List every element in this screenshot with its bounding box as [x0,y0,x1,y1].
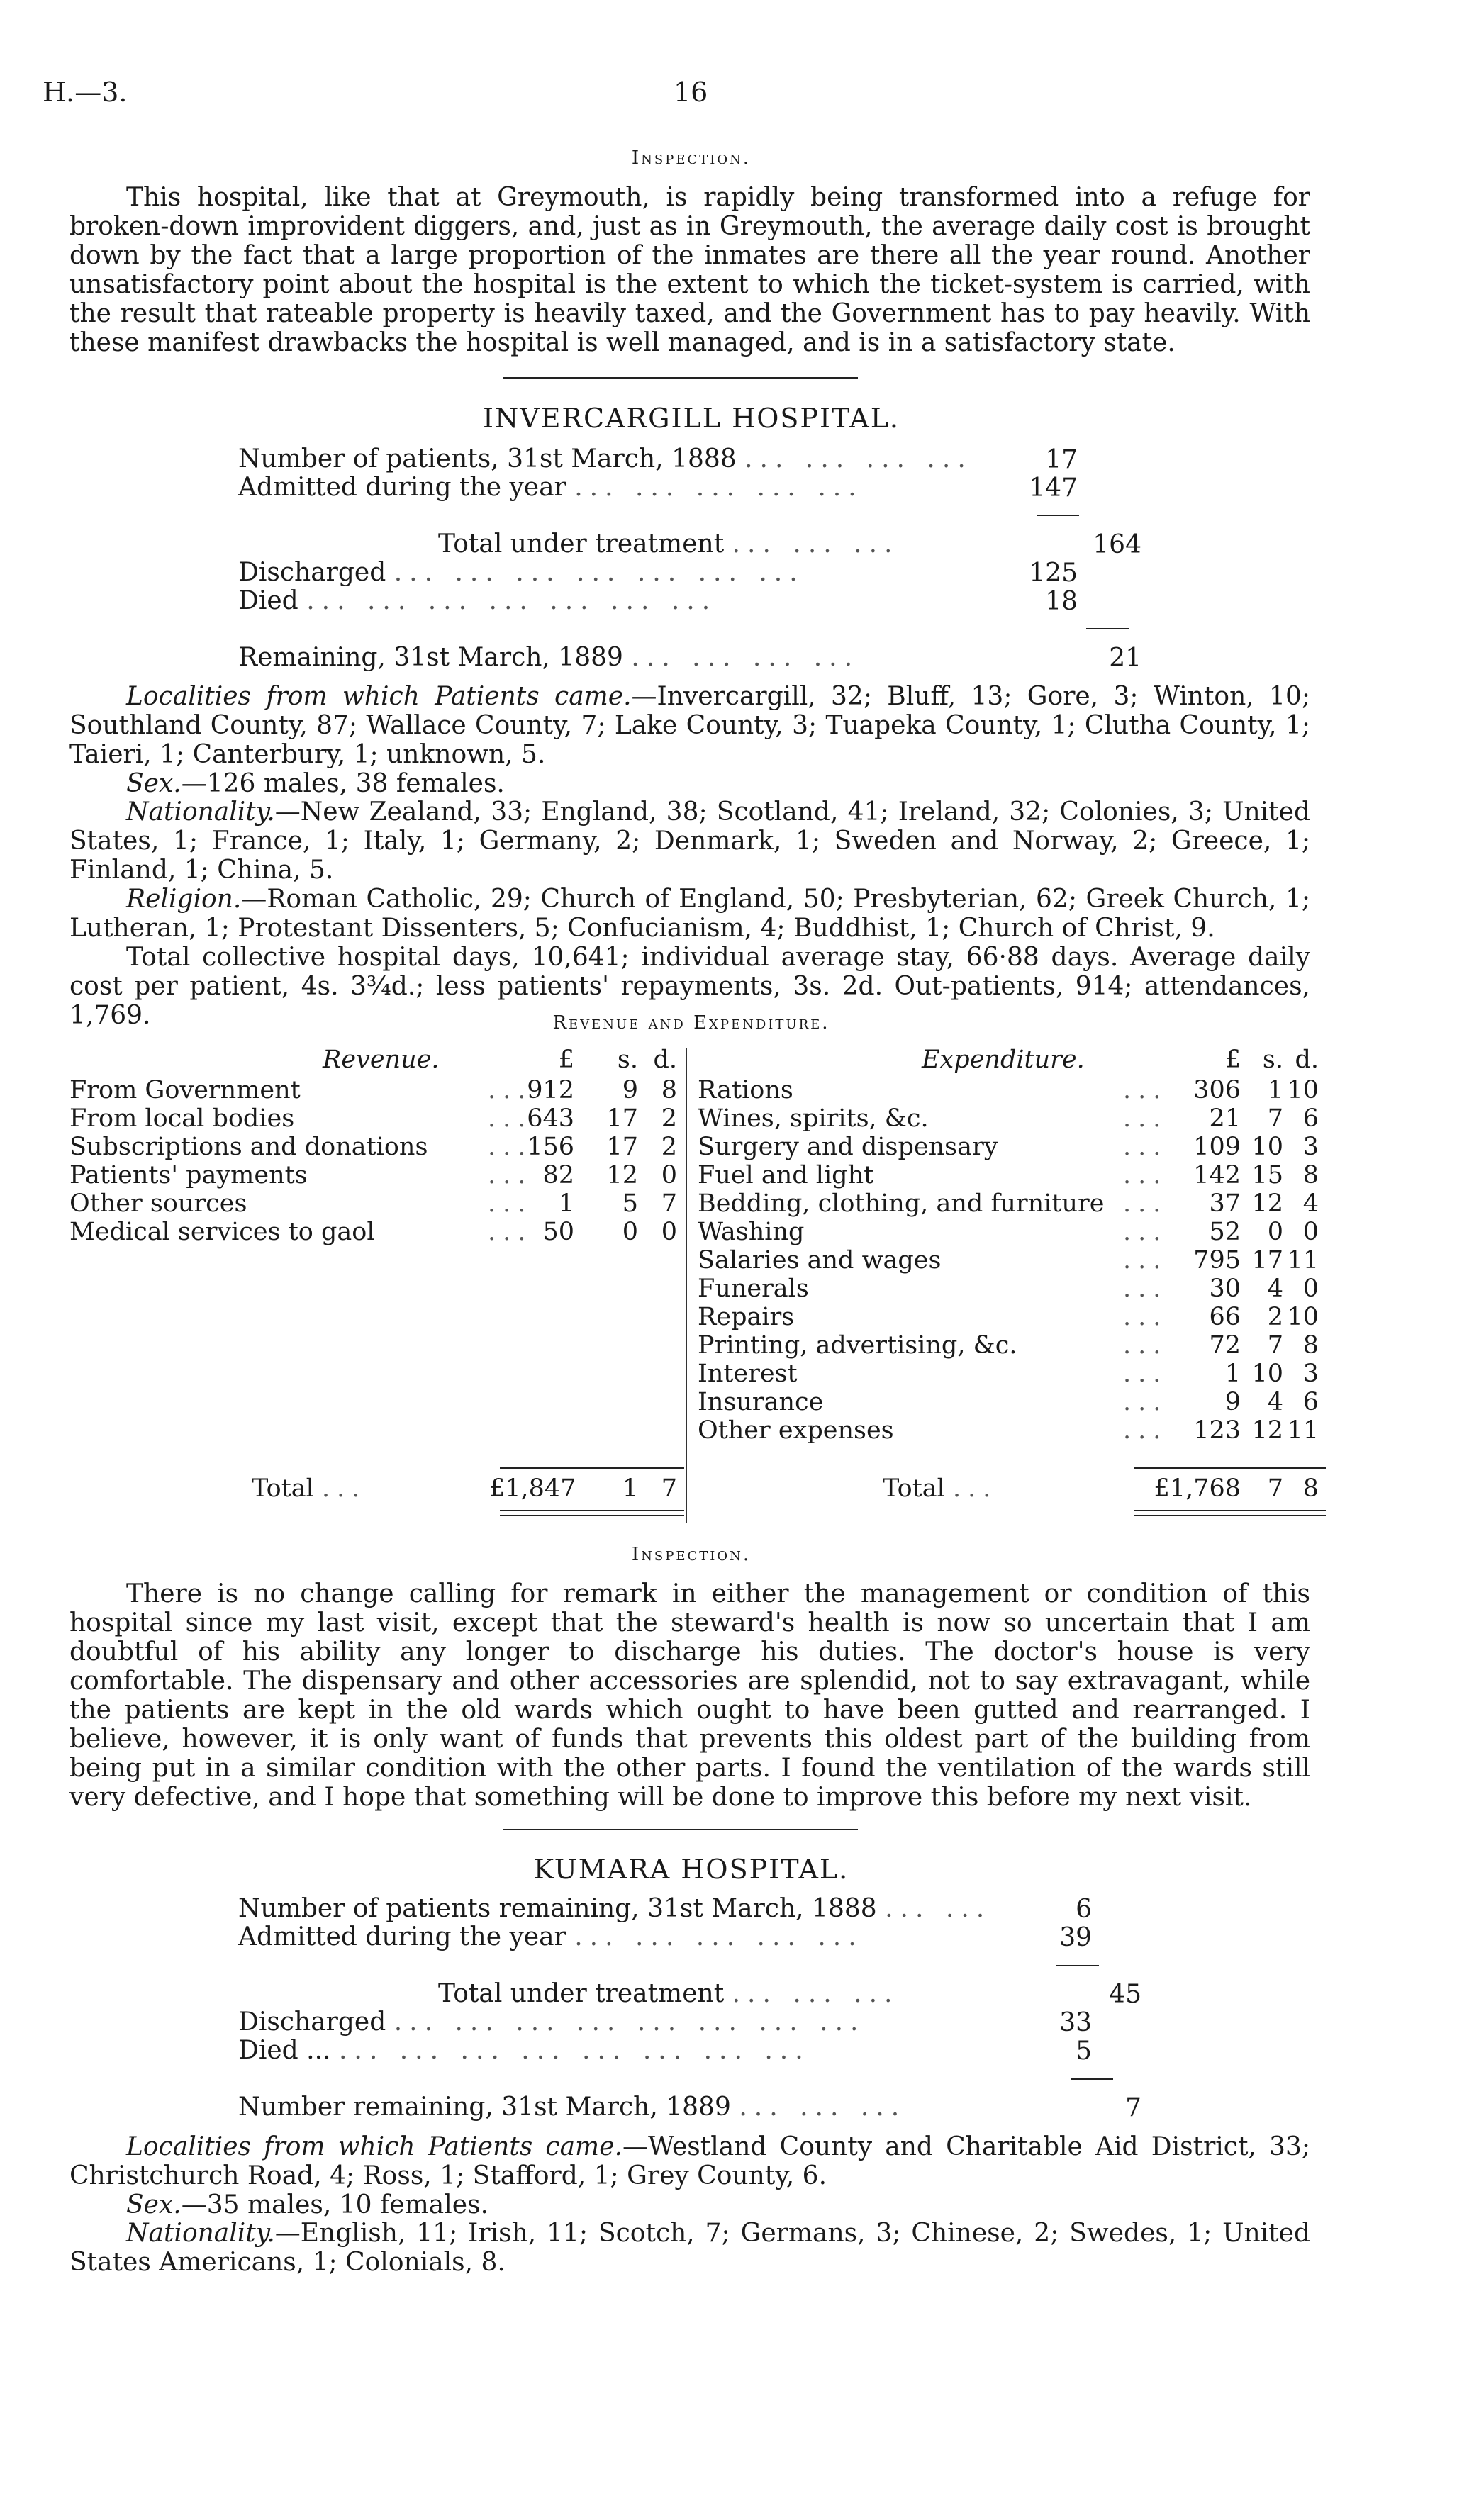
kumara-stat-patients-label: Number of patients remaining, 31st March, 1888 ... ... [238,1894,992,1923]
expenditure-row-shillings: 10 [1251,1133,1283,1161]
expenditure-row-pounds: 1 [1224,1360,1241,1388]
kumara-sex-text: —35 males, 10 females. [181,2190,488,2219]
expenditure-row-shillings: 10 [1251,1360,1283,1388]
revenue-row-pounds: 156 [527,1133,574,1161]
expenditure-row-pounds: 109 [1193,1133,1241,1161]
revenue-row-pounds: 82 [542,1161,574,1189]
expenditure-row-pence: 8 [1302,1331,1319,1360]
revenue-total-pounds: £1,847 [489,1474,576,1503]
expenditure-row-shillings: 15 [1251,1161,1283,1189]
expenditure-total-shillings: 7 [1267,1474,1283,1503]
invercargill-title: INVERCARGILL HOSPITAL. [482,403,900,434]
revenue-row-pence: 0 [661,1161,677,1189]
expenditure-row-shillings: 12 [1251,1189,1283,1218]
kumara-localities-text: —Westland County and Charitable Aid District, 33; Christchurch Road, 4; Ross, 1; Stafford, 1; Grey County, 6. [69,2132,1310,2190]
table-divider [686,1048,687,1523]
expenditure-row-label: Funerals ... [698,1275,1168,1303]
stat-total-value: 164 [1093,530,1141,559]
expenditure-row-shillings: 2 [1267,1303,1283,1331]
expenditure-row-label: Surgery and dispensary ... [698,1133,1168,1161]
sum-rule [1071,2078,1113,2080]
localities-paragraph [69,682,1310,769]
revenue-row-shillings: 5 [622,1189,638,1218]
expenditure-row-shillings: 4 [1267,1275,1283,1303]
revenue-row-pence: 2 [661,1104,677,1133]
expenditure-row-pounds: 795 [1193,1246,1241,1275]
expenditure-total-rule-top [1134,1467,1326,1469]
expenditure-row-shillings: 4 [1267,1388,1283,1416]
sex-paragraph [69,769,1310,798]
expenditure-row-label: Printing, advertising, &c. ... [698,1331,1168,1360]
expenditure-total-label: Total ... [883,1474,998,1503]
stat-patients-value: 17 [1045,445,1078,474]
sex-text: —126 males, 38 females. [181,769,505,798]
kumara-sex-paragraph [69,2190,1310,2219]
expenditure-total-pounds: £1,768 [1154,1474,1241,1503]
expenditure-col-shillings: s. [1262,1046,1283,1074]
expenditure-row-pence: 10 [1287,1303,1319,1331]
expenditure-row-label: Interest ... [698,1360,1168,1388]
stat-discharged-value: 125 [1029,559,1078,588]
section-divider [503,377,858,379]
expenditure-row-shillings: 1 [1267,1076,1283,1104]
expenditure-row-pence: 3 [1302,1133,1319,1161]
invercargill-inspection-text: There is no change calling for remark in either the management or condition of this hospital since my last visit, except that the steward's health is now so uncertain that I am doubtful of his ability any longer to discharge his duties. The doctor's house is very comfortable. The dispensary and other accessories are splendid, not to say extravagant, while the patients are kept in the old wards which ought to have been gutted and rearranged. I believe, however, it is only want of funds that prevents this oldest part of the building from being put in a similar condition with the other parts. I found the ventilation of the wards still very defective, and I hope that something will be done to improve this before my next visit. [69,1579,1310,1812]
revenue-row-shillings: 0 [622,1218,638,1246]
stat-total-label: Total under treatment ... ... ... [438,530,900,559]
revenue-total-rule-top [500,1467,684,1469]
expenditure-row-pounds: 306 [1193,1076,1241,1104]
expenditure-row-pence: 10 [1287,1076,1319,1104]
revenue-total-pence: 7 [661,1474,677,1503]
revenue-row-pence: 0 [661,1218,677,1246]
expenditure-col-pence: d. [1295,1046,1319,1074]
nationality-paragraph [69,797,1310,885]
kumara-nationality-paragraph [69,2219,1310,2277]
sum-rule [1037,515,1079,516]
expenditure-row-pounds: 142 [1193,1161,1241,1189]
expenditure-row-pounds: 52 [1209,1218,1241,1246]
expenditure-row-label: Fuel and light ... [698,1161,1168,1189]
revenue-row-shillings: 12 [606,1161,638,1189]
stat-died-label: Died ... ... ... ... ... ... ... [238,586,718,615]
kumara-nationality-label: Nationality. [126,2219,275,2248]
expenditure-row-label: Washing ... [698,1218,1168,1246]
revenue-col-shillings: s. [617,1046,638,1074]
expenditure-row-shillings: 7 [1267,1104,1283,1133]
revenue-col-pence: d. [653,1046,677,1074]
revenue-row-shillings: 17 [606,1104,638,1133]
religion-text: —Roman Catholic, 29; Church of England, 50; Presbyterian, 62; Greek Church, 1; Lutheran, 1; Protestant Dissenters, 5; Confucianism, 4; Buddhist, 1; Church of Christ, 9. [69,885,1310,943]
expenditure-row-shillings: 12 [1251,1416,1283,1445]
stat-remaining-value: 21 [1109,644,1141,673]
kumara-stat-died-label: Died ... ... ... ... ... ... ... ... ... [238,2036,810,2065]
expenditure-row-pence: 11 [1287,1246,1319,1275]
expenditure-row-label: Other expenses ... [698,1416,1168,1445]
rev-exp-heading: Revenue and Expenditure. [552,1012,830,1034]
revenue-row-pounds: 50 [542,1218,574,1246]
inspection-heading: Inspection. [631,147,752,169]
expenditure-row-pounds: 9 [1224,1388,1241,1416]
expenditure-row-pence: 6 [1302,1104,1319,1133]
revenue-total-rule-double [500,1515,684,1516]
expenditure-row-label: Rations ... [698,1076,1168,1104]
expenditure-row-shillings: 7 [1267,1331,1283,1360]
revenue-row-label: Other sources ... [69,1189,533,1218]
kumara-stat-discharged-label: Discharged ... ... ... ... ... ... ... ... [238,2007,866,2037]
stat-admitted-label: Admitted during the year ... ... ... ... ... [238,473,864,502]
kumara-stat-discharged-value: 33 [1059,2008,1092,2037]
kumara-stat-patients-value: 6 [1076,1895,1092,1924]
expenditure-total-rule-bottom [1134,1510,1326,1511]
kumara-stat-died-value: 5 [1076,2037,1092,2066]
expenditure-row-pounds: 66 [1209,1303,1241,1331]
revenue-row-label: From local bodies ... [69,1104,533,1133]
expenditure-row-label: Wines, spirits, &c. ... [698,1104,1168,1133]
expenditure-row-pence: 3 [1302,1360,1319,1388]
revenue-row-label: Medical services to gaol ... [69,1218,533,1246]
revenue-row-pence: 2 [661,1133,677,1161]
localities-text: —Invercargill, 32; Bluff, 13; Gore, 3; Winton, 10; Southland County, 87; Wallace County, 7; Lake County, 3; Tuapeka County, 1; Clutha County, 1; Taieri, 1; Canterbury, 1; unknown, 5. [69,682,1310,769]
revenue-row-shillings: 9 [622,1076,638,1104]
expenditure-row-pence: 0 [1302,1218,1319,1246]
nationality-label: Nationality. [126,797,275,827]
kumara-sex-label: Sex. [126,2190,182,2219]
kumara-localities-paragraph [69,2132,1310,2190]
kumara-stat-remaining-label: Number remaining, 31st March, 1889 ... ... ... [238,2093,907,2122]
expenditure-row-label: Salaries and wages ... [698,1246,1168,1275]
expenditure-row-pounds: 72 [1209,1331,1241,1360]
kumara-localities-label: Localities from which Patients came. [126,2132,622,2161]
expenditure-row-pence: 11 [1287,1416,1319,1445]
inspection-text: This hospital, like that at Greymouth, is rapidly being transformed into a refuge for broken-down improvident diggers, and, just as in Greymouth, the average daily cost is brought down by the fact that a large proportion of the inmates are there all the year round. Another unsatisfactory point about the hospital is the extent to which the ticket-system is carried, with the result that rateable property is heavily taxed, and the Government has to pay heavily. With these manifest drawbacks the hospital is well managed, and is in a satisfactory state. [69,183,1310,357]
religion-paragraph [69,885,1310,943]
religion-label: Religion. [126,885,242,914]
expenditure-row-pounds: 21 [1209,1104,1241,1133]
kumara-stat-total-label: Total under treatment ... ... ... [438,1979,900,2008]
expenditure-col-pounds: £ [1224,1046,1241,1074]
expenditure-row-pounds: 30 [1209,1275,1241,1303]
stat-remaining-label: Remaining, 31st March, 1889 ... ... ... ... [238,643,860,672]
revenue-row-pounds: 912 [527,1076,574,1104]
revenue-row-label: Patients' payments ... [69,1161,533,1189]
report-reference: H.—3. [43,77,128,108]
stat-admitted-value: 147 [1029,474,1078,503]
kumara-stat-total-value: 45 [1109,1980,1141,2009]
localities-label: Localities from which Patients came. [126,682,632,711]
revenue-row-label: Subscriptions and donations ... [69,1133,533,1161]
kumara-title: KUMARA HOSPITAL. [533,1854,849,1885]
kumara-stat-remaining-value: 7 [1125,2093,1141,2122]
expenditure-row-pence: 4 [1302,1189,1319,1218]
page-number: 16 [674,77,708,108]
revenue-row-label: From Government ... [69,1076,533,1104]
expenditure-row-pounds: 37 [1209,1189,1241,1218]
inspection-paragraph [69,183,1310,357]
stat-discharged-label: Discharged ... ... ... ... ... ... ... [238,558,805,587]
expenditure-total-pence: 8 [1302,1474,1319,1503]
revenue-row-pounds: 1 [558,1189,574,1218]
revenue-row-shillings: 17 [606,1133,638,1161]
expenditure-row-pounds: 123 [1193,1416,1241,1445]
revenue-total-shillings: 1 [622,1474,638,1503]
revenue-row-pounds: 643 [527,1104,574,1133]
nationality-text: —New Zealand, 33; England, 38; Scotland, 41; Ireland, 32; Colonies, 3; United States, 1; France, 1; Italy, 1; Germany, 2; Denmark, 1; Sweden and Norway, 2; Greece, 1; Finland, 1; China, 5. [69,797,1310,885]
invercargill-inspection-heading: Inspection. [631,1544,752,1565]
kumara-nationality-text: —English, 11; Irish, 11; Scotch, 7; Germans, 3; Chinese, 2; Swedes, 1; United States Americans, 1; Colonials, 8. [69,2219,1310,2277]
expenditure-row-pence: 6 [1302,1388,1319,1416]
expenditure-row-shillings: 17 [1251,1246,1283,1275]
expenditure-row-pence: 0 [1302,1275,1319,1303]
revenue-heading: Revenue. [323,1046,440,1074]
expenditure-row-label: Insurance ... [698,1388,1168,1416]
revenue-total-rule-bottom [500,1510,684,1511]
stat-patients-label: Number of patients, 31st March, 1888 ... ... ... ... [238,444,973,474]
kumara-stat-admitted-label: Admitted during the year ... ... ... ... ... [238,1922,864,1951]
sum-rule [1056,1965,1099,1966]
revenue-total-label: Total ... [252,1474,367,1503]
expenditure-total-rule-double [1134,1515,1326,1516]
expenditure-row-shillings: 0 [1267,1218,1283,1246]
revenue-row-pence: 8 [661,1076,677,1104]
stat-died-value: 18 [1045,587,1078,616]
revenue-col-pounds: £ [558,1046,574,1074]
revenue-row-pence: 7 [661,1189,677,1218]
expenditure-row-pence: 8 [1302,1161,1319,1189]
kumara-stat-admitted-value: 39 [1059,1923,1092,1952]
invercargill-inspection-paragraph [69,1579,1310,1812]
sex-label: Sex. [126,769,182,798]
expenditure-row-label: Repairs ... [698,1303,1168,1331]
sum-rule [1086,628,1129,629]
section-divider [503,1829,858,1830]
expenditure-heading: Expenditure. [922,1046,1085,1074]
expenditure-row-label: Bedding, clothing, and furniture ... [698,1189,1168,1218]
collective-text: Total collective hospital days, 10,641; individual average stay, 66·88 days. Average daily cost per patient, 4s. 3¾d.; less patients' repayments, 3s. 2d. Out-patients, 914; attendances, 1,769. [69,943,1310,1030]
